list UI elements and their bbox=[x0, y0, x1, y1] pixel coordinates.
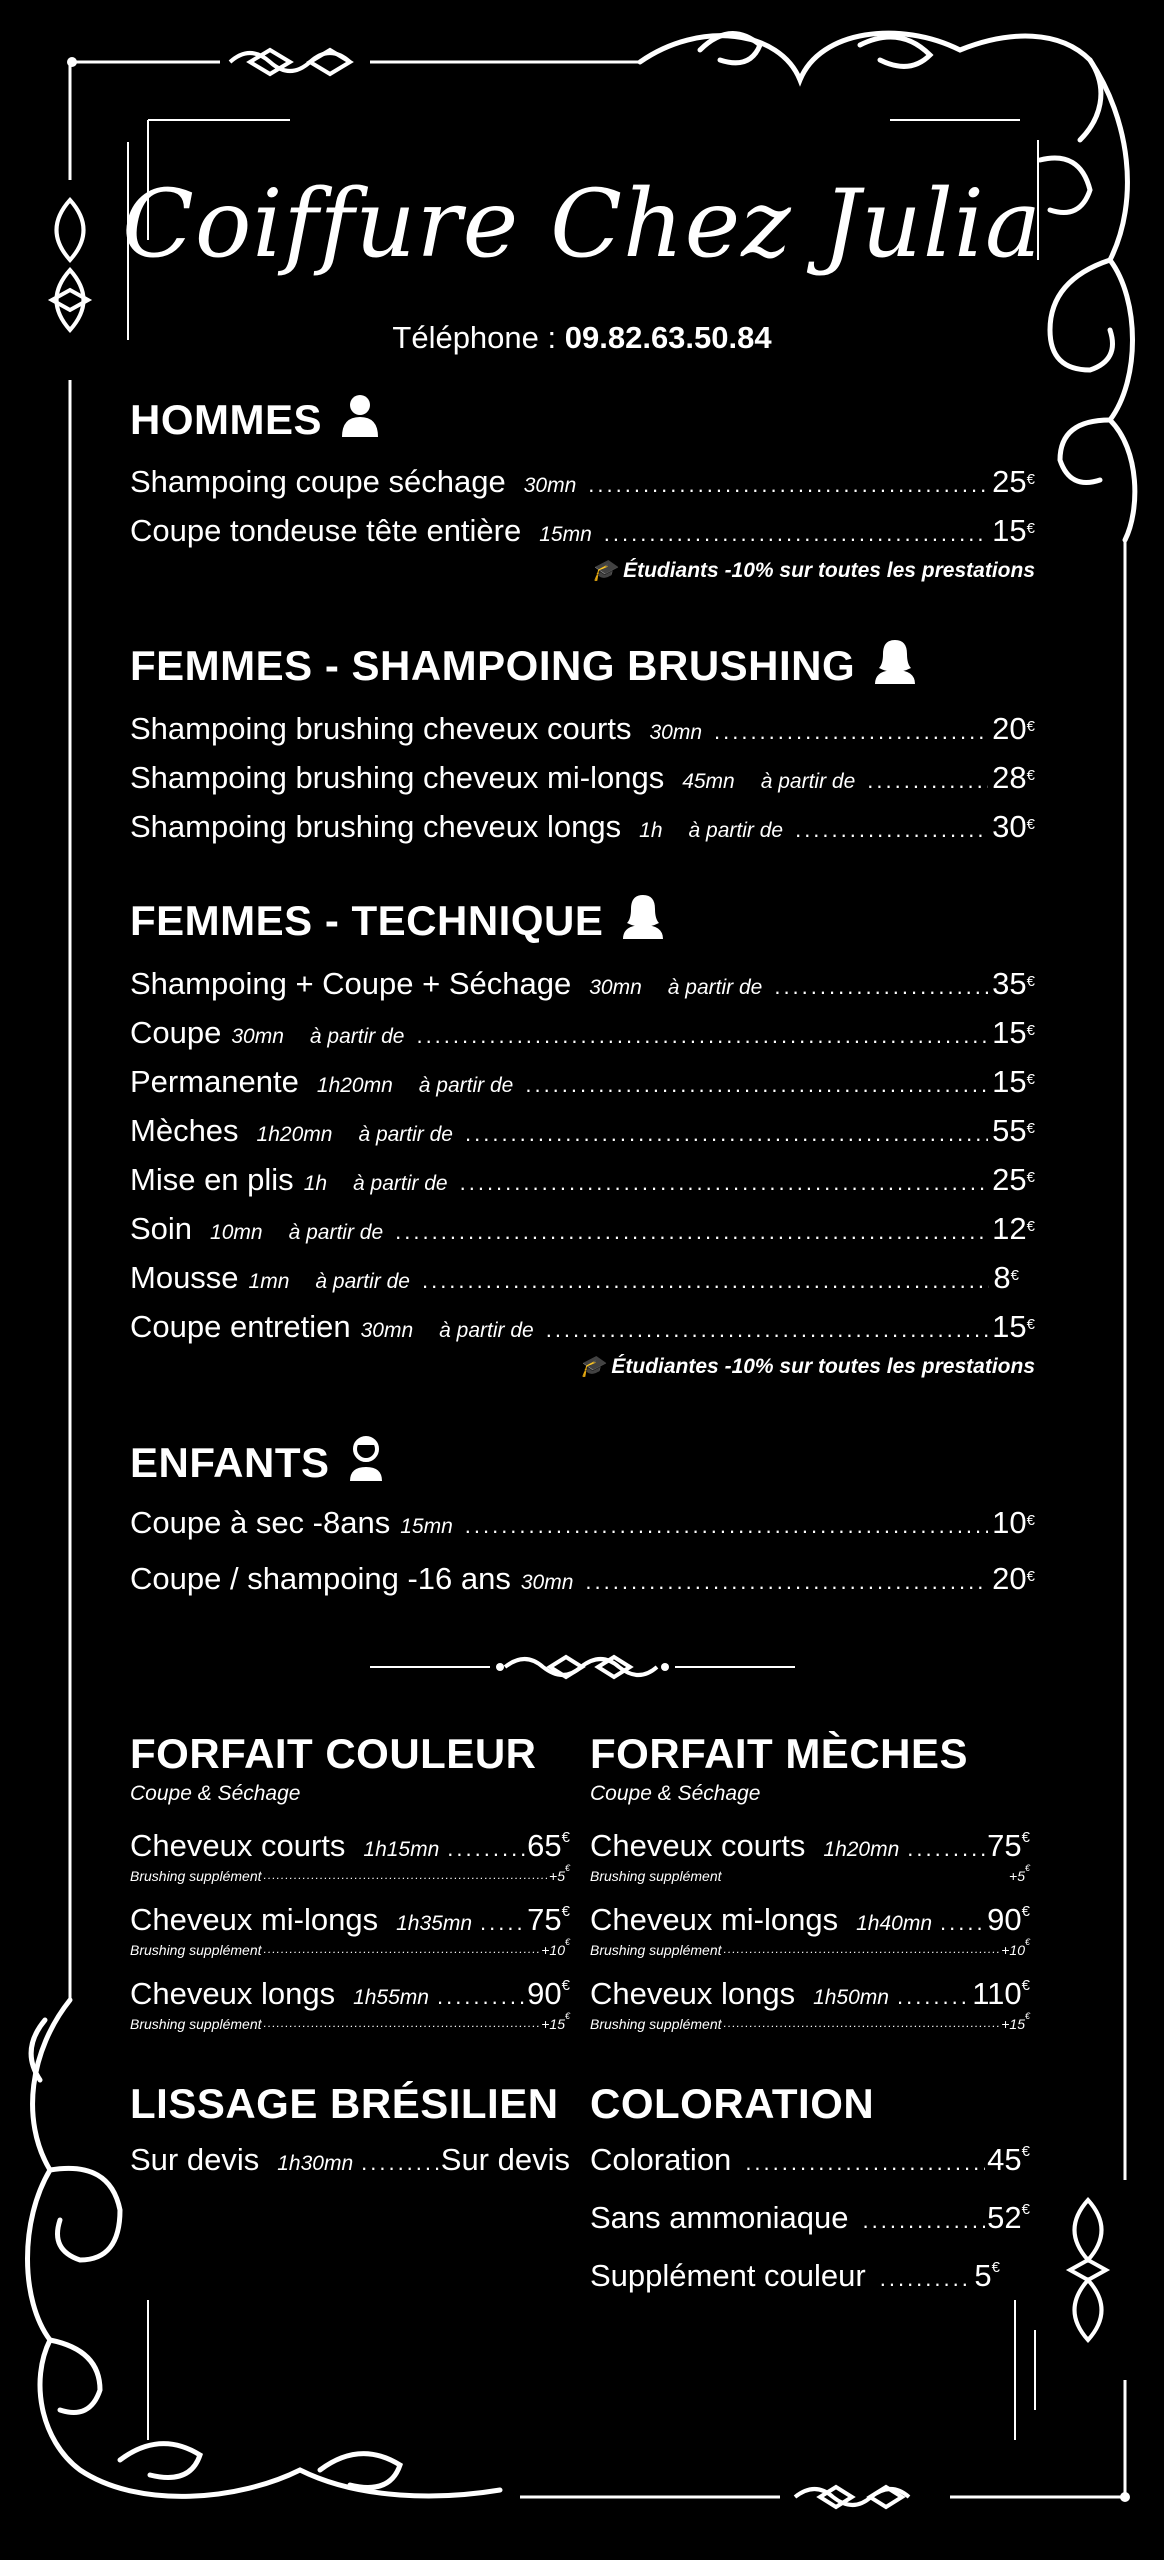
list-item: Cheveux longs 1h55mn ..... 90 € bbox=[130, 1976, 570, 2016]
section-title: FEMMES - SHAMPOING BRUSHING bbox=[130, 642, 856, 689]
section-subtitle: Coupe & Séchage bbox=[590, 1782, 761, 1805]
section-enfants bbox=[130, 1435, 1035, 1607]
list-item: Cheveux mi-longs 1h40mn ..... 90 € bbox=[590, 1902, 1030, 1942]
section-heading bbox=[130, 1435, 1035, 1491]
section-title: LISSAGE BRÉSILIEN bbox=[130, 2080, 559, 2127]
list-item: Soin 10mn à partir de ..... 12 € bbox=[130, 1204, 1035, 1253]
list-item: Shampoing brushing cheveux longs 1h à partir de ..... 30 € bbox=[130, 802, 1035, 851]
brushing-supplement: Brushing supplément ..... +15 € bbox=[590, 2016, 1030, 2050]
list-item: Cheveux courts 1h20mn ..... 75 € bbox=[590, 1828, 1030, 1868]
list-item: Supplément couleur ..... 5 € bbox=[590, 2258, 1000, 2316]
child-icon bbox=[348, 1435, 384, 1491]
list-item: Shampoing coupe séchage 30mn ..... 25 € bbox=[130, 457, 1035, 506]
section-hommes bbox=[130, 393, 1035, 583]
list-item: Shampoing brushing cheveux mi-longs 45mn à partir de ..... 28 € bbox=[130, 753, 1035, 802]
phone-line[interactable] bbox=[0, 320, 1164, 356]
list-item: Coupe 30mn à partir de ..... 15 € bbox=[130, 1008, 1035, 1057]
list-item: Cheveux mi-longs 1h35mn ..... 75 € bbox=[130, 1902, 570, 1942]
list-item: Mèches 1h20mn à partir de ..... 55 € bbox=[130, 1106, 1035, 1155]
section-title: HOMMES bbox=[130, 396, 322, 443]
section-femmes-technique bbox=[130, 893, 1035, 1379]
section-heading bbox=[130, 638, 1035, 694]
list-item: Permanente 1h20mn à partir de ..... 15 € bbox=[130, 1057, 1035, 1106]
woman-icon bbox=[621, 893, 665, 949]
phone-label: Téléphone : bbox=[392, 320, 557, 355]
list-item: Coupe entretien 30mn à partir de ..... 15 € bbox=[130, 1302, 1035, 1351]
section-title: FORFAIT MÈCHES bbox=[590, 1730, 969, 1777]
list-item: Shampoing + Coupe + Séchage 30mn à partir de ..... 35 € bbox=[130, 959, 1035, 1008]
list-item: Mousse 1mn à partir de ..... 8 € bbox=[130, 1253, 1035, 1302]
list-item: Sans ammoniaque ..... 52 € bbox=[590, 2200, 1030, 2258]
section-title: FORFAIT COULEUR bbox=[130, 1730, 537, 1777]
man-icon bbox=[340, 393, 380, 447]
section-coloration bbox=[590, 2080, 1030, 2316]
page-title: Coiffure Chez Julia bbox=[121, 170, 1043, 279]
brushing-supplement: Brushing supplément ..... +10 € bbox=[590, 1942, 1030, 1976]
section-subtitle: Coupe & Séchage bbox=[130, 1782, 301, 1805]
section-title: ENFANTS bbox=[130, 1439, 330, 1486]
list-item: Coupe tondeuse tête entière 15mn ..... 15 € bbox=[130, 506, 1035, 555]
woman-icon bbox=[873, 638, 917, 694]
section-forfait-meches bbox=[590, 1730, 1030, 2050]
section-lissage-bresilien bbox=[130, 2080, 570, 2182]
section-femmes-brushing bbox=[130, 638, 1035, 851]
student-discount-note: 🎓 Étudiants -10% sur toutes les prestations bbox=[591, 559, 1035, 582]
list-item: Shampoing brushing cheveux courts 30mn ..... 20 € bbox=[130, 704, 1035, 753]
list-item: Coloration ..... 45 € bbox=[590, 2142, 1030, 2200]
student-discount-note: 🎓 Étudiantes -10% sur toutes les prestations bbox=[579, 1355, 1035, 1378]
list-item: Coupe à sec -8ans 15mn ..... 10 € bbox=[130, 1495, 1035, 1551]
section-forfait-couleur bbox=[130, 1730, 570, 2050]
section-heading bbox=[130, 393, 1035, 447]
list-item: Cheveux longs 1h50mn ..... 110 € bbox=[590, 1976, 1030, 2016]
graduate-icon: 🎓 bbox=[579, 1355, 606, 1378]
section-title: COLORATION bbox=[590, 2080, 875, 2127]
list-item: Cheveux courts 1h15mn ..... 65 € bbox=[130, 1828, 570, 1868]
graduate-icon: 🎓 bbox=[591, 559, 618, 582]
brushing-supplement: Brushing supplément ..... +15 € bbox=[130, 2016, 570, 2050]
brushing-supplement: Brushing supplément +5 € bbox=[590, 1863, 1030, 1884]
section-title: FEMMES - TECHNIQUE bbox=[130, 897, 604, 944]
phone-number[interactable]: 09.82.63.50.84 bbox=[564, 320, 772, 355]
brushing-supplement: Brushing supplément ..... +5 € bbox=[130, 1868, 570, 1902]
list-item: Coupe / shampoing -16 ans 30mn ..... 20 € bbox=[130, 1551, 1035, 1607]
list-item: Sur devis 1h30mn ..... Sur devis bbox=[130, 2142, 570, 2182]
brushing-supplement: Brushing supplément ..... +10 € bbox=[130, 1942, 570, 1976]
section-heading bbox=[130, 893, 1035, 949]
list-item: Mise en plis 1h à partir de ..... 25 € bbox=[130, 1155, 1035, 1204]
